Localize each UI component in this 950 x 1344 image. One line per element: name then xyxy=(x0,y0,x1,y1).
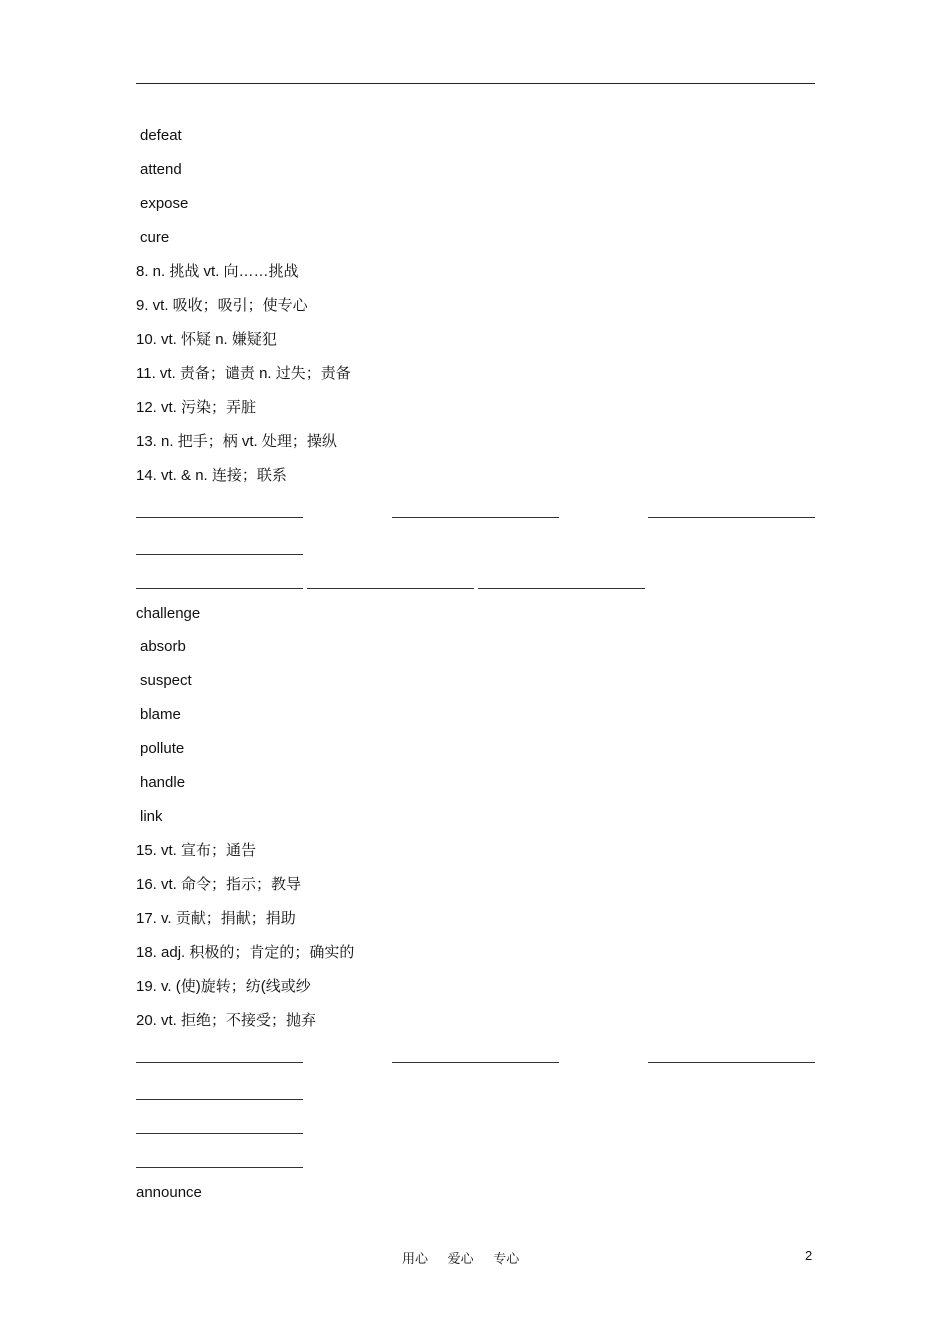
answer-word: suspect xyxy=(140,672,192,689)
answer-blank xyxy=(136,554,303,555)
answer-blank xyxy=(392,517,559,518)
answer-word: blame xyxy=(140,706,181,723)
answer-blank xyxy=(136,1062,303,1063)
footer-motto-word: 用心 xyxy=(402,1251,429,1266)
answer-word: challenge xyxy=(136,605,201,622)
header-rule xyxy=(136,83,815,84)
vocab-item: 19. v. (使)旋转；纺(线或纱 xyxy=(136,978,311,995)
vocab-item: 18. adj. 积极的；肯定的；确实的 xyxy=(136,944,355,961)
answer-word: absorb xyxy=(140,638,186,655)
answer-word: link xyxy=(140,808,163,825)
vocab-item: 12. vt. 污染；弄脏 xyxy=(136,399,257,416)
answer-word: defeat xyxy=(140,127,182,144)
answer-word: announce xyxy=(136,1184,202,1201)
vocab-item: 13. n. 把手；柄 vt. 处理；操纵 xyxy=(136,433,337,450)
answer-blank xyxy=(648,1062,815,1063)
answer-blank xyxy=(392,1062,559,1063)
page-number: 2 xyxy=(805,1248,813,1263)
footer-motto xyxy=(402,1248,535,1267)
answer-word: pollute xyxy=(140,740,185,757)
footer-motto-word: 专心 xyxy=(493,1251,520,1266)
answer-blank xyxy=(307,588,474,589)
answer-word: attend xyxy=(140,161,182,178)
answer-blank xyxy=(136,588,303,589)
answer-blank xyxy=(136,1133,303,1134)
answer-blank xyxy=(136,1167,303,1168)
answer-word: expose xyxy=(140,195,189,212)
vocab-item: 9. vt. 吸收；吸引；使专心 xyxy=(136,297,308,314)
answer-blank xyxy=(136,517,303,518)
vocab-item: 20. vt. 拒绝；不接受；抛弃 xyxy=(136,1012,317,1029)
vocab-item: 14. vt. & n. 连接；联系 xyxy=(136,467,287,484)
vocab-item: 10. vt. 怀疑 n. 嫌疑犯 xyxy=(136,331,277,348)
vocab-item: 15. vt. 宣布；通告 xyxy=(136,842,257,859)
answer-blank xyxy=(136,1099,303,1100)
footer-motto-word: 爱心 xyxy=(447,1251,474,1266)
answer-word: handle xyxy=(140,774,186,791)
answer-blank xyxy=(478,588,645,589)
vocab-item: 11. vt. 责备；谴责 n. 过失；责备 xyxy=(136,365,351,382)
vocab-item: 8. n. 挑战 vt. 向……挑战 xyxy=(136,263,299,280)
vocab-item: 17. v. 贡献；捐献；捐助 xyxy=(136,910,296,927)
vocab-item: 16. vt. 命令；指示；教导 xyxy=(136,876,302,893)
answer-word: cure xyxy=(140,229,170,246)
answer-blank xyxy=(648,517,815,518)
